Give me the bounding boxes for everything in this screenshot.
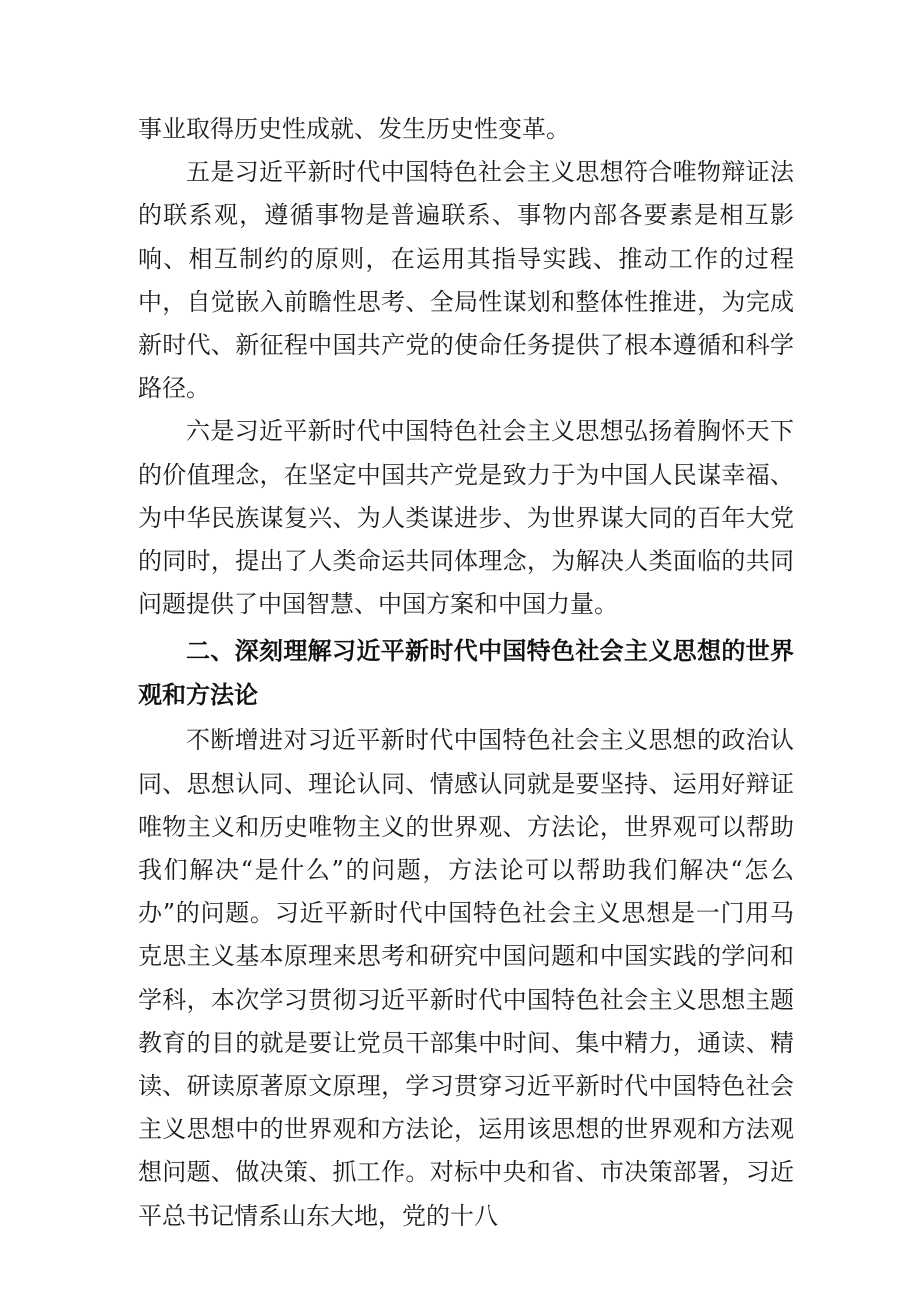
section-heading: 二、深刻理解习近平新时代中国特色社会主义思想的世界观和方法论 bbox=[138, 637, 794, 710]
paragraph-point-six: 六是习近平新时代中国特色社会主义思想弘扬着胸怀天下的价值理念，在坚定中国共产党是致力于为中国人民谋幸福、为中华民族谋复兴、为人类谋进步、为世界谋大同的百年大党的同时，提出了人类命运共同体理念，为解决人类面临的共同问题提供了中国智慧、中国方案和中国力量。 bbox=[138, 417, 794, 619]
paragraph-continuation: 事业取得历史性成就、发生历史性变革。 bbox=[138, 115, 570, 143]
document-body bbox=[138, 108, 794, 1238]
section-paragraph: 不断增进对习近平新时代中国特色社会主义思想的政治认同、思想认同、理论认同、情感认同就是要坚持、运用好辩证唯物主义和历史唯物主义的世界观、方法论，世界观可以帮助我们解决“是什么”的问题，方法论可以帮助我们解决“怎么办”的问题。习近平新时代中国特色社会主义思想是一门用马克思主义基本原理来思考和研究中国问题和中国实践的学问和学科，本次学习贯彻习近平新时代中国特色社会主义思想主题教育的目的就是要让党员干部集中时间、集中精力，通读、精读、研读原著原文原理，学习贯穿习近平新时代中国特色社会主义思想中的世界观和方法论，运用该思想的世界观和方法观想问题、做决策、抓工作。对标中央和省、市决策部署，习近平总书记情系山东大地，党的十八 bbox=[138, 726, 794, 1230]
paragraph-point-five: 五是习近平新时代中国特色社会主义思想符合唯物辩证法的联系观，遵循事物是普遍联系、事物内部各要素是相互影响、相互制约的原则，在运用其指导实践、推动工作的过程中，自觉嵌入前瞻性思考、全局性谋划和整体性推进，为完成新时代、新征程中国共产党的使命任务提供了根本遵循和科学路径。 bbox=[138, 158, 794, 403]
